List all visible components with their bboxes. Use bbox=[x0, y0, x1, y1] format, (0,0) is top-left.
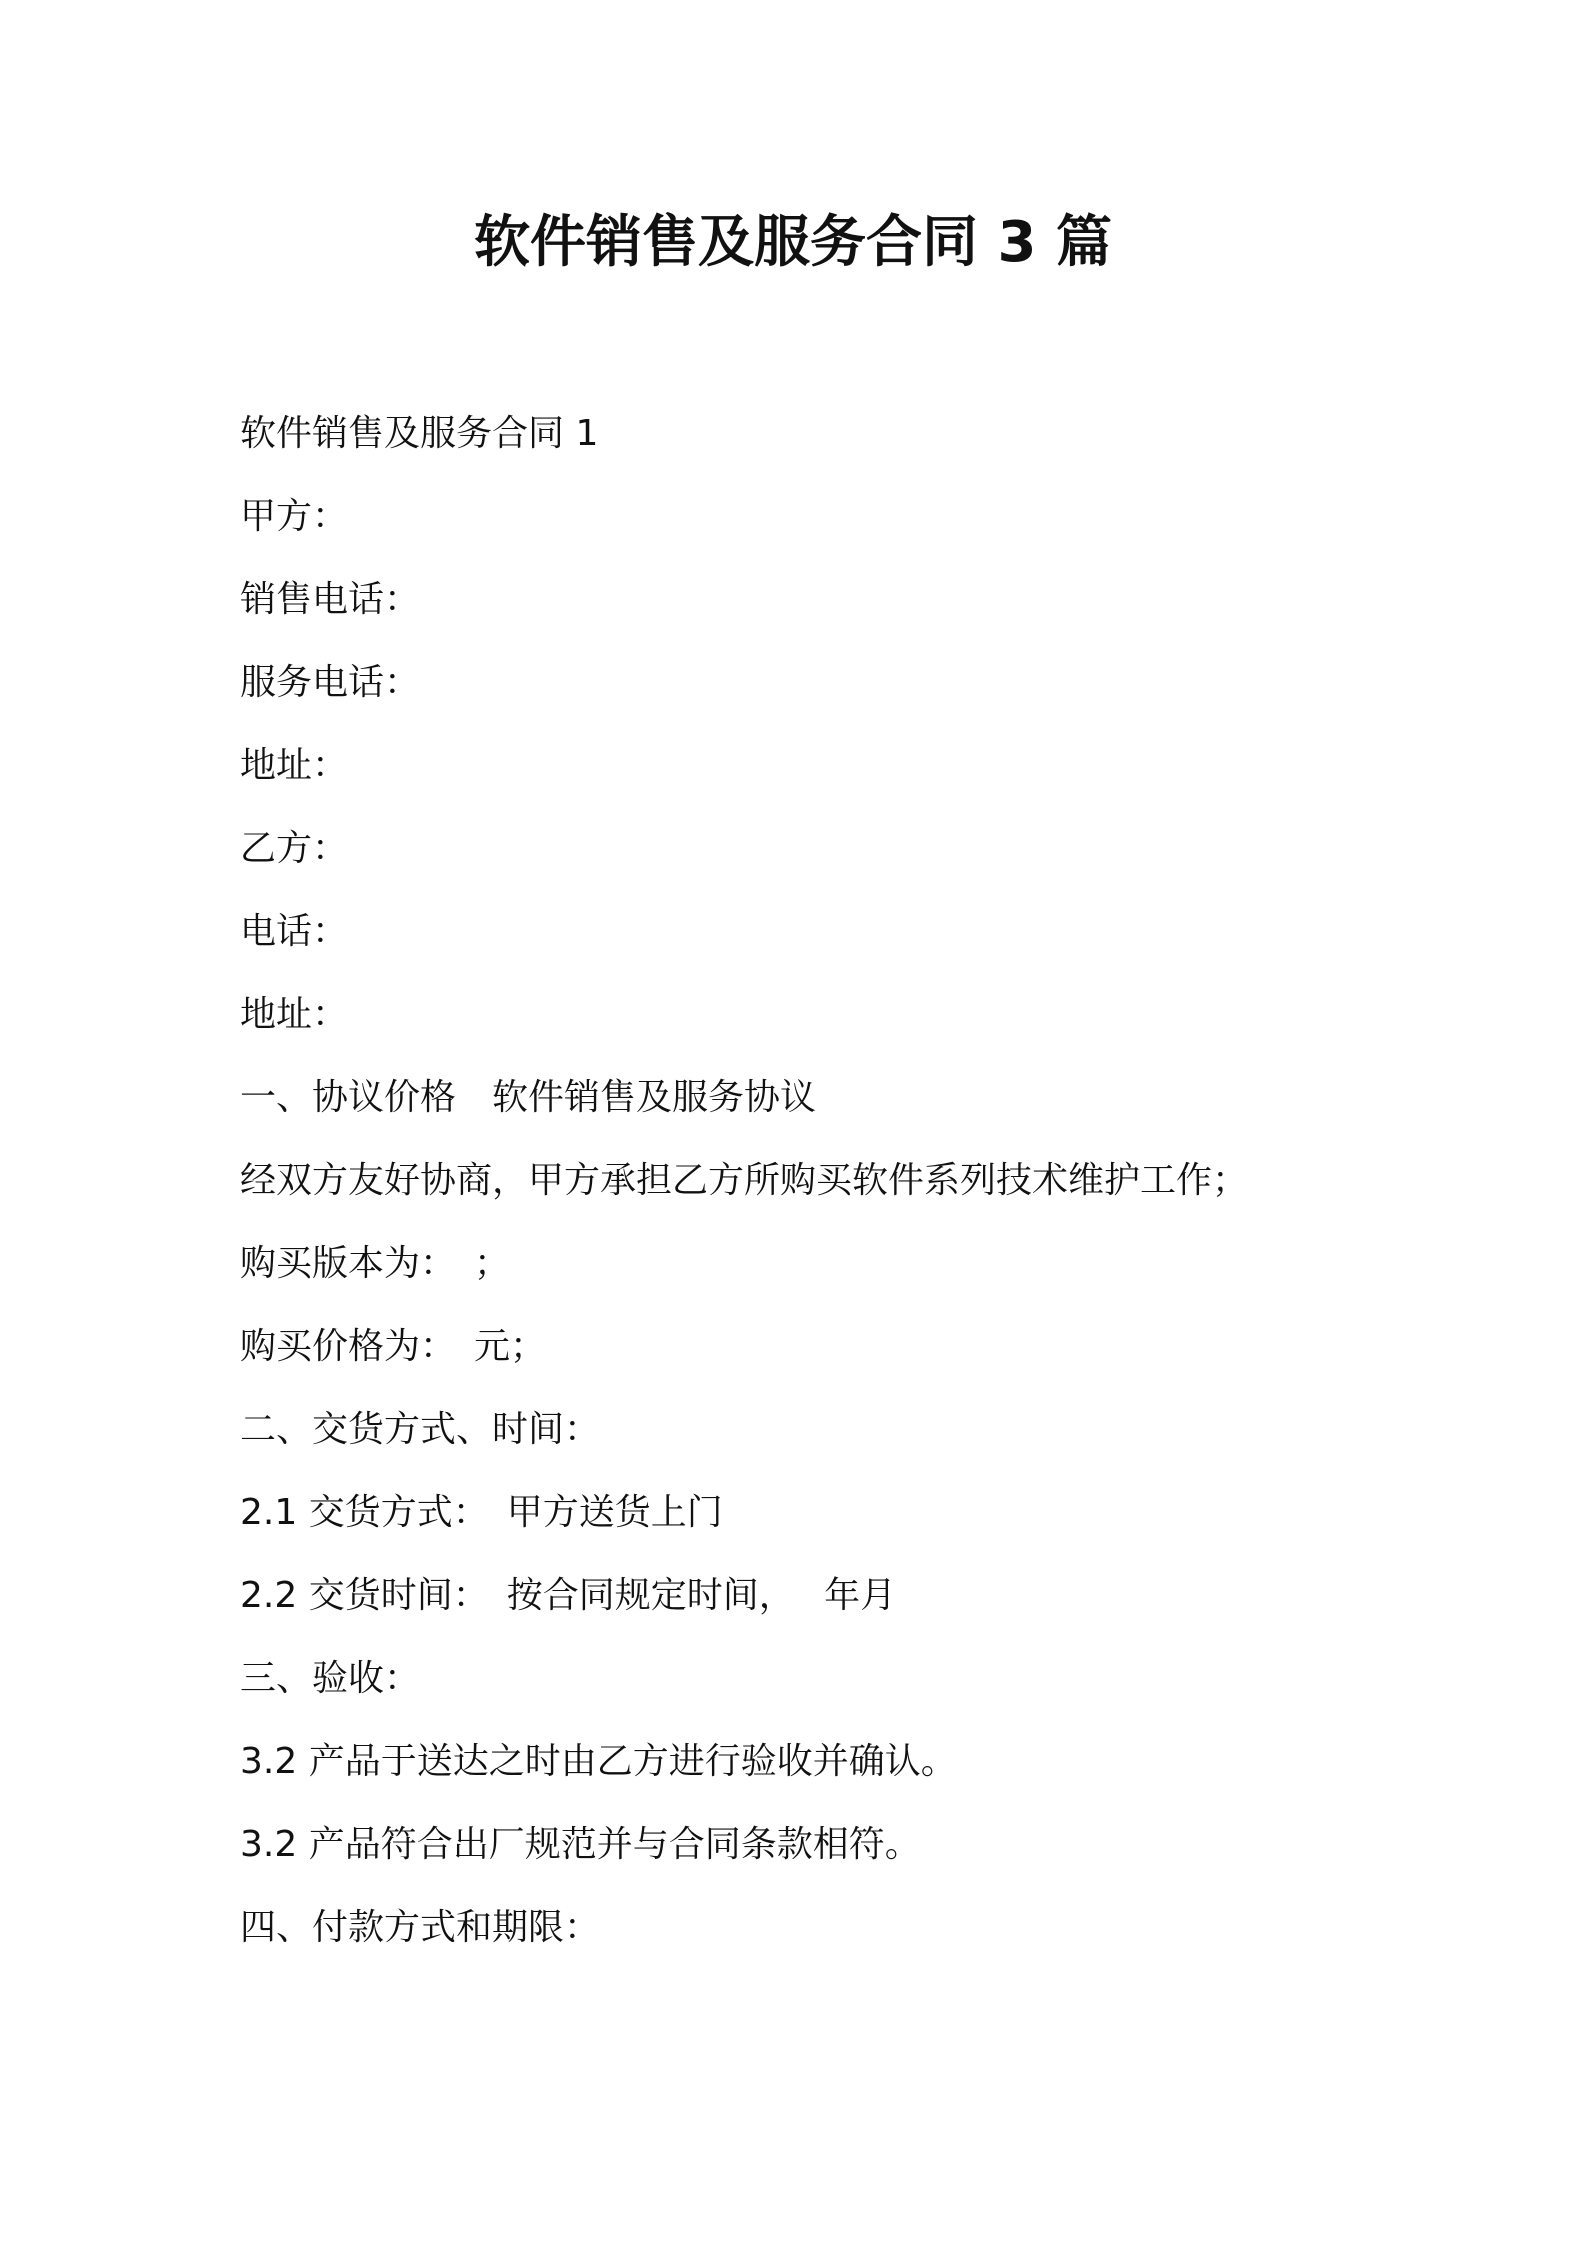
acceptance-clause-1: 3.2 产品于送达之时由乙方进行验收并确认。 bbox=[240, 1741, 957, 1782]
document-body bbox=[240, 392, 1440, 1969]
section-heading-delivery: 二、交货方式、时间： bbox=[240, 1409, 601, 1450]
party-b-address-label: 地址： bbox=[240, 994, 349, 1035]
section-heading-price: 一、协议价格 软件销售及服务协议 bbox=[240, 1077, 817, 1118]
section-heading-acceptance: 三、验收： bbox=[240, 1658, 421, 1699]
acceptance-clause-2: 3.2 产品符合出厂规范并与合同条款相符。 bbox=[240, 1824, 921, 1865]
delivery-time-line: 2.2 交货时间： 按合同规定时间， 年月 bbox=[240, 1575, 897, 1616]
party-a-address-label: 地址： bbox=[240, 745, 349, 786]
section-heading-payment: 四、付款方式和期限： bbox=[240, 1907, 601, 1948]
party-a-label: 甲方： bbox=[240, 496, 349, 537]
sales-phone-label: 销售电话： bbox=[240, 579, 421, 620]
contract-subtitle: 软件销售及服务合同 1 bbox=[240, 413, 599, 454]
service-phone-label: 服务电话： bbox=[240, 662, 421, 703]
party-b-phone-label: 电话： bbox=[240, 911, 349, 952]
paragraph-agreement: 经双方友好协商，甲方承担乙方所购买软件系列技术维护工作； bbox=[240, 1160, 1249, 1201]
purchase-version-line: 购买版本为： ； bbox=[240, 1243, 511, 1284]
document-title: 软件销售及服务合同 3 篇 bbox=[474, 210, 1112, 275]
delivery-method-line: 2.1 交货方式： 甲方送货上门 bbox=[240, 1492, 723, 1533]
purchase-price-line: 购买价格为： 元； bbox=[240, 1326, 547, 1367]
party-b-label: 乙方： bbox=[240, 828, 349, 869]
